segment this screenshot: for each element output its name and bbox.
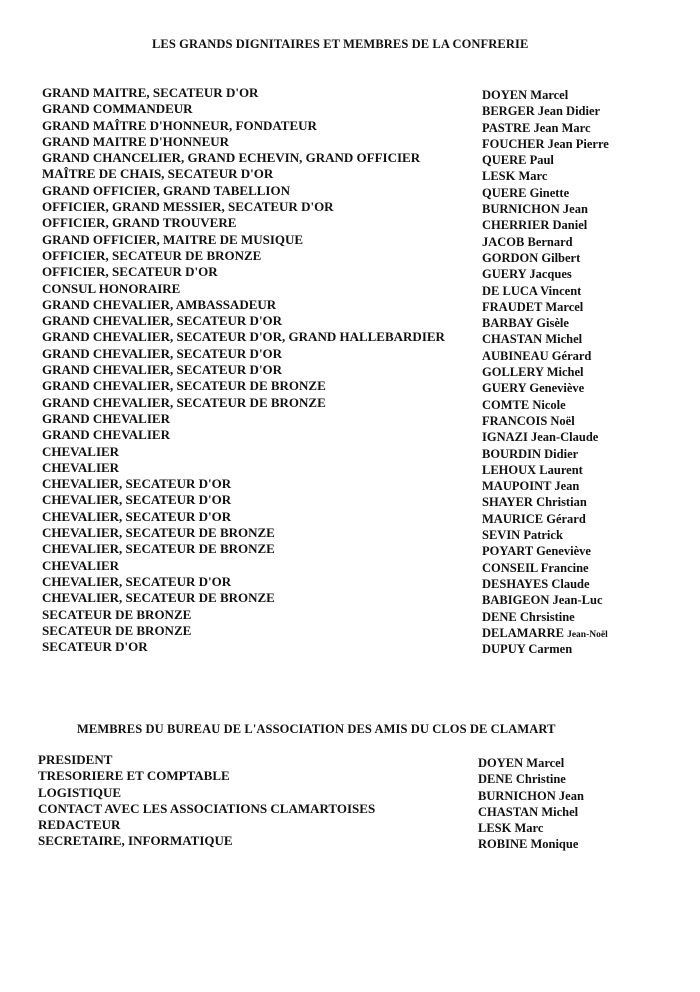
dignitaire-name: AUBINEAU Gérard — [482, 348, 592, 363]
dignitaire-title: GRAND MAITRE, SECATEUR D'OR — [42, 85, 259, 100]
dignitaire-title: OFFICIER, SECATEUR D'OR — [42, 264, 218, 280]
dignitaire-title: GRAND OFFICIER, MAITRE DE MUSIQUE — [42, 231, 304, 247]
dignitaire-title: CHEVALIER, SECATEUR D'OR — [42, 508, 232, 524]
dignitaire-name: IGNAZI Jean-Claude — [482, 430, 599, 445]
dignitaire-name — [482, 625, 609, 641]
dignitaire-name: LESK Marc — [482, 169, 548, 184]
dignitaire-title: CHEVALIER — [42, 459, 120, 475]
bureau-member-name: DENE Christine — [478, 772, 566, 787]
dignitaire-name: SEVIN Patrick — [482, 528, 563, 543]
dignitaire-name: BABIGEON Jean-Luc — [482, 593, 603, 608]
dignitaire-name: GUERY Geneviève — [482, 381, 585, 396]
dignitaire-name: FRAUDET Marcel — [482, 299, 584, 314]
dignitaire-title: OFFICIER, SECATEUR DE BRONZE — [42, 247, 262, 263]
dignitaire-name: CHASTAN Michel — [482, 332, 583, 347]
dignitaire-title: GRAND MAÎTRE D'HONNEUR, FONDATEUR — [42, 117, 317, 133]
dignitaire-name: FRANCOIS Noël — [482, 413, 575, 428]
dignitaire-name: FOUCHER Jean Pierre — [482, 136, 609, 151]
dignitaire-titles-list — [42, 85, 445, 655]
dignitaire-name: MAUPOINT Jean — [482, 479, 580, 494]
bureau-member-name: ROBINE Monique — [478, 837, 579, 852]
dignitaire-name: DESHAYES Claude — [482, 576, 590, 591]
dignitaire-name: CONSEIL Francine — [482, 560, 589, 575]
dignitaire-name: BOURDIN Didier — [482, 446, 579, 461]
dignitaire-title: CHEVALIER, SECATEUR D'OR — [42, 492, 232, 508]
bureau-roles-list — [38, 752, 375, 850]
dignitaire-name: DENE Chrsistine — [482, 609, 575, 624]
dignitaire-name: COMTE Nicole — [482, 397, 566, 412]
dignitaire-names-list — [482, 87, 609, 657]
dignitaire-title: CHEVALIER, SECATEUR D'OR — [42, 476, 232, 492]
dignitaire-title: OFFICIER, GRAND TROUVERE — [42, 215, 237, 231]
dignitaire-name: GUERY Jacques — [482, 267, 572, 282]
dignitaire-title: SECATEUR DE BRONZE — [42, 606, 192, 622]
dignitaire-title: GRAND CHEVALIER, SECATEUR D'OR — [42, 345, 283, 361]
dignitaire-title: OFFICIER, GRAND MESSIER, SECATEUR D'OR — [42, 199, 334, 215]
dignitaire-name: QUERE Paul — [482, 153, 554, 168]
dignitaire-name: SHAYER Christian — [482, 495, 587, 510]
dignitaire-title: CHEVALIER — [42, 557, 120, 573]
dignitaire-surname: DELAMARRE — [482, 625, 564, 640]
dignitaire-name: DOYEN Marcel — [482, 88, 569, 102]
dignitaire-title: GRAND CHEVALIER, SECATEUR DE BRONZE — [42, 378, 326, 394]
bureau-member-name: CHASTAN Michel — [478, 804, 579, 819]
dignitaire-title: SECATEUR D'OR — [42, 639, 148, 655]
dignitaire-name: LEHOUX Laurent — [482, 462, 583, 477]
dignitaire-name: BURNICHON Jean — [482, 202, 588, 217]
dignitaire-title: CHEVALIER, SECATEUR DE BRONZE — [42, 541, 275, 557]
dignitaire-name: DUPUY Carmen — [482, 642, 573, 657]
dignitaire-name: JACOB Bernard — [482, 234, 573, 249]
bureau-role: TRESORIERE ET COMPTABLE — [38, 768, 230, 784]
dignitaire-name: DE LUCA Vincent — [482, 283, 582, 298]
bureau-role: SECRETAIRE, INFORMATIQUE — [38, 833, 233, 849]
dignitaire-title: GRAND OFFICIER, GRAND TABELLION — [42, 182, 290, 198]
bureau-role: CONTACT AVEC LES ASSOCIATIONS CLAMARTOISES — [38, 800, 376, 816]
dignitaire-name: GORDON Gilbert — [482, 250, 581, 265]
dignitaire-name: BERGER Jean Didier — [482, 104, 601, 119]
dignitaire-name: PASTRE Jean Marc — [482, 120, 591, 135]
bureau-role: PRESIDENT — [38, 752, 113, 767]
bureau-heading: MEMBRES DU BUREAU DE L'ASSOCIATION DES AMIS DU CLOS DE CLAMART — [77, 722, 556, 736]
bureau-names-list — [478, 755, 584, 853]
dignitaire-name: CHERRIER Daniel — [482, 218, 588, 233]
dignitaire-name: POYART Geneviève — [482, 544, 591, 559]
dignitaire-title: GRAND CHEVALIER — [42, 427, 170, 443]
dignitaire-title: GRAND CHEVALIER — [42, 410, 170, 426]
dignitaire-title: CHEVALIER, SECATEUR D'OR — [42, 573, 232, 589]
dignitaire-title: GRAND CHEVALIER, SECATEUR D'OR — [42, 362, 283, 378]
dignitaire-title: GRAND MAITRE D'HONNEUR — [42, 133, 230, 149]
dignitaire-title: GRAND CHANCELIER, GRAND ECHEVIN, GRAND OFFICIER — [42, 150, 421, 166]
dignitaire-firstname: Jean-Noël — [567, 629, 608, 640]
bureau-role: REDACTEUR — [38, 817, 121, 833]
bureau-role: LOGISTIQUE — [38, 784, 122, 800]
dignitaire-name: MAURICE Gérard — [482, 511, 586, 526]
confrerie-heading: LES GRANDS DIGNITAIRES ET MEMBRES DE LA CONFRERIE — [152, 37, 529, 51]
dignitaire-title: GRAND CHEVALIER, AMBASSADEUR — [42, 296, 277, 312]
dignitaire-title: CONSUL HONORAIRE — [42, 280, 181, 296]
dignitaire-name: QUERE Ginette — [482, 185, 570, 200]
bureau-member-name: LESK Marc — [478, 821, 544, 836]
dignitaire-title: CHEVALIER, SECATEUR DE BRONZE — [42, 525, 275, 541]
dignitaire-title: GRAND CHEVALIER, SECATEUR D'OR, GRAND HALLEBARDIER — [42, 329, 445, 345]
dignitaire-title: SECATEUR DE BRONZE — [42, 622, 192, 638]
dignitaire-name: GOLLERY Michel — [482, 365, 584, 380]
dignitaire-title: MAÎTRE DE CHAIS, SECATEUR D'OR — [42, 166, 274, 182]
bureau-member-name: BURNICHON Jean — [478, 788, 584, 803]
dignitaire-title: GRAND CHEVALIER, SECATEUR D'OR — [42, 313, 283, 329]
dignitaire-title: CHEVALIER, SECATEUR DE BRONZE — [42, 590, 275, 606]
dignitaire-title: GRAND COMMANDEUR — [42, 101, 193, 117]
dignitaire-title: GRAND CHEVALIER, SECATEUR DE BRONZE — [42, 394, 326, 410]
dignitaire-name: BARBAY Gisèle — [482, 316, 569, 331]
dignitaire-title: CHEVALIER — [42, 443, 120, 459]
bureau-member-name: DOYEN Marcel — [478, 756, 565, 770]
